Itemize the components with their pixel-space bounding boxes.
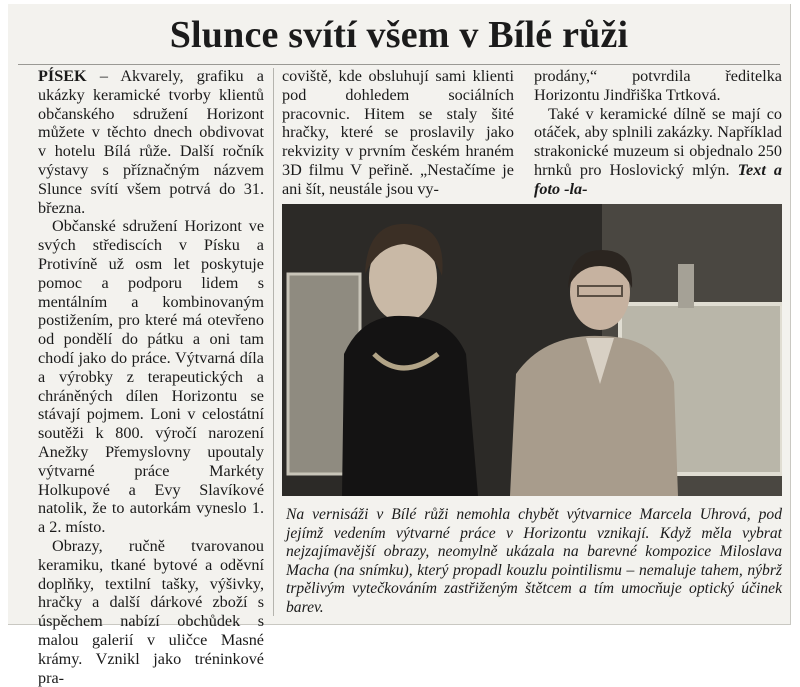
photo-caption: Na vernisáži v Bílé růži nemohla chybět výtvarnice Marcela Uhrová, pod jejímž vedením výtvarné práce v Horizontu vznikají. Když měla vybrat nejzajímavější obrazy, neomylně ukázala na barevné kompozice Miloslava Macha (na snímku), který propadl kouzlu pointilismu – nemaluje tahem, nýbrž trpělivým vytečkováním zastřiženým štětcem a tím umocňuje optický účinek barev. bbox=[286, 506, 782, 616]
paragraph-5: prodány,“ potvrdila ředitelka Horizontu Jindřiška Trtková. bbox=[534, 67, 782, 104]
paragraph-4: coviště, kde obsluhují sami klienti pod dohledem sociálních pracovnic. Hitem se staly šité hračky, které se proslavily jako rekvizity v prvním českém hraném 3D filmu V peřině. „Nestačíme je ani šít, neustále jsou vy- bbox=[282, 67, 514, 198]
paragraph-1 bbox=[38, 67, 264, 217]
paragraph-6-text: Také v keramické dílně se mají co otáček, aby splnili zakázky. Například strakonické muzeum si objednalo 250 hrnků pro Hoslovický mlýn. bbox=[534, 104, 782, 179]
newspaper-clipping bbox=[8, 4, 791, 687]
column-separator bbox=[273, 68, 274, 616]
column-1 bbox=[38, 67, 264, 687]
column-2 bbox=[282, 67, 514, 199]
dateline-city: PÍSEK bbox=[38, 67, 87, 85]
paragraph-1-text: – Akvarely, grafiku a ukázky keramické tvorby klientů občanského sdružení Horizont můžete v těchto dnech obdivovat v hotelu Bílá růže. Další ročník výstavy s příznačným názvem Slunce svítí všem potrvá do 31. března. bbox=[38, 67, 264, 217]
paragraph-3: Obrazy, ručně tvarovanou keramiku, tkané bytové a oděvní doplňky, textilní tašky, výšivky, hračky a další dárkové zboží s úspěchem nabízí obchůdek s malou galerií v uličce Masné krámy. Vznikl jako tréninkové pra- bbox=[38, 536, 264, 687]
photo-scene bbox=[282, 204, 782, 496]
easel-post bbox=[678, 264, 694, 308]
article-photo bbox=[282, 204, 782, 496]
byline: Text a foto -la- bbox=[534, 160, 782, 198]
paragraph-6 bbox=[534, 105, 782, 199]
woman-dress bbox=[342, 316, 478, 496]
headline-rule bbox=[18, 64, 780, 65]
headline: Slunce svítí všem v Bílé růži bbox=[169, 14, 629, 56]
column-3 bbox=[534, 67, 782, 199]
paragraph-2: Občanské sdružení Horizont ve svých střediscích v Písku a Protivíně už osm let poskytuje pomoc a podporu lidem s mentálním a kombinovaným postižením, pro které má otevřeno od pondělí do pátku a oni tam chodí jako do práce. Výtvarná díla a výrobky z terapeutických a chráněných dílen Horizontu se stávají pojmem. Loni v celostátní soutěži k 800. výročí narození Anežky Přemyslovny upoutaly výtvarné práce Markéty Holkupové a Evy Slavíkové natolik, že to autorkám vyneslo 1. a 2. místo. bbox=[38, 217, 264, 537]
